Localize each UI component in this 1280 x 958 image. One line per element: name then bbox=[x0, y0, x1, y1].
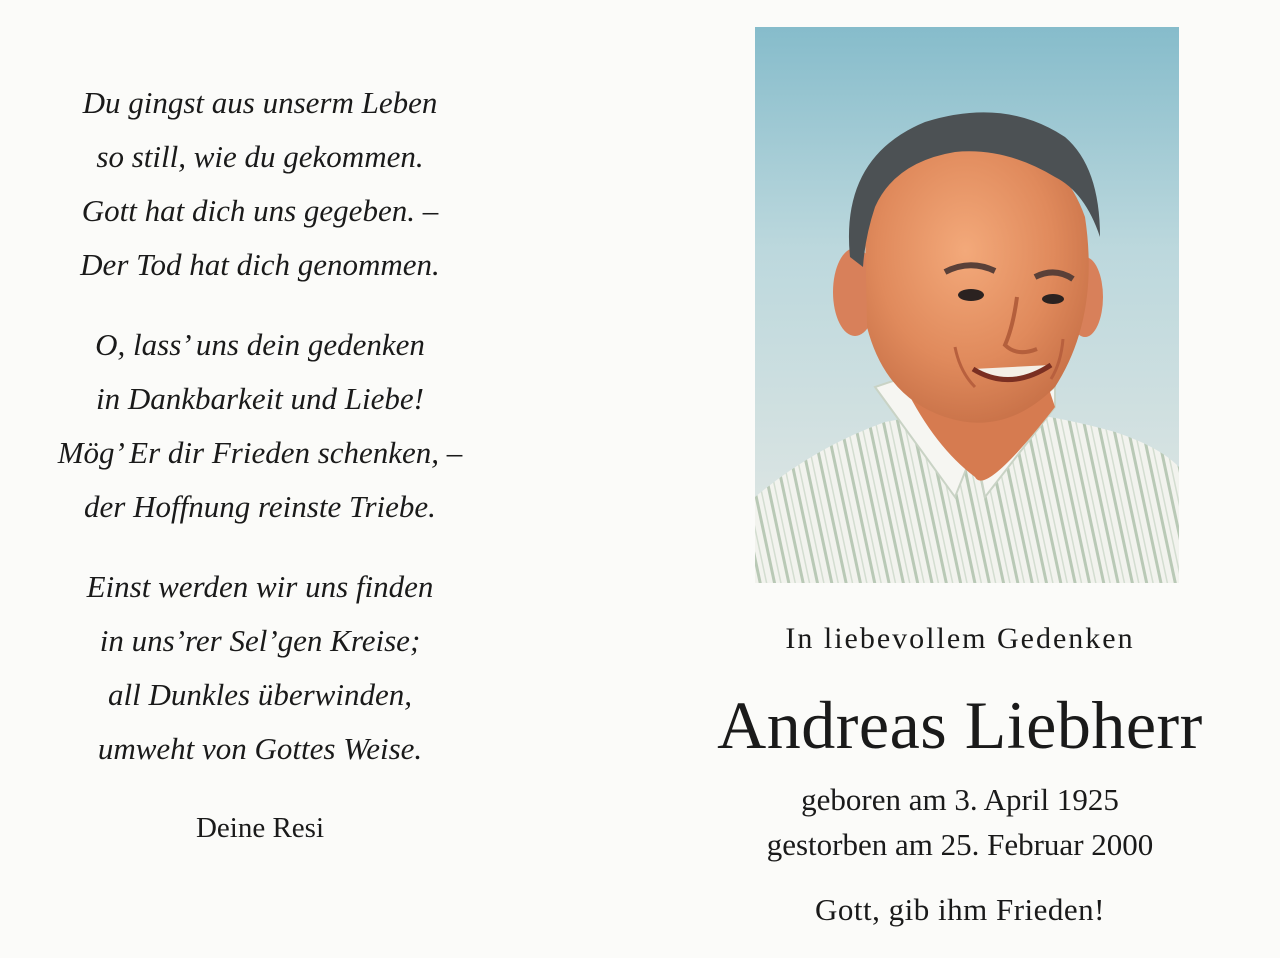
poem-line: Gott hat dich uns gegeben. – bbox=[81, 193, 439, 228]
death-date: gestorben am 25. Februar 2000 bbox=[766, 827, 1154, 862]
poem-stanza-2 bbox=[0, 318, 520, 534]
deceased-name: Andreas Liebherr bbox=[717, 687, 1203, 763]
birth-date: geboren am 3. April 1925 bbox=[801, 782, 1119, 817]
poem-line: der Hoffnung reinste Triebe. bbox=[84, 489, 436, 524]
poem-line: umweht von Gottes Weise. bbox=[97, 731, 423, 766]
poem-stanza-1 bbox=[0, 76, 520, 292]
poem-line: Der Tod hat dich genommen. bbox=[80, 247, 440, 282]
poem bbox=[0, 76, 520, 802]
portrait-illustration bbox=[755, 27, 1179, 583]
blessing: Gott, gib ihm Frieden! bbox=[815, 892, 1105, 927]
poem-line: in uns’rer Sel’gen Kreise; bbox=[99, 623, 421, 658]
portrait-photo bbox=[755, 27, 1179, 583]
poem-stanza-3 bbox=[0, 560, 520, 776]
poem-line: Mög’ Er dir Frieden schenken, – bbox=[57, 435, 463, 470]
poem-line: Einst werden wir uns finden bbox=[86, 569, 434, 604]
poem-line: all Dunkles überwinden, bbox=[108, 677, 412, 712]
poem-line: in Dankbarkeit und Liebe! bbox=[95, 381, 424, 416]
signature: Deine Resi bbox=[195, 812, 325, 844]
poem-line: Du gingst aus unserm Leben bbox=[82, 85, 438, 120]
memorial-heading: In liebevollem Gedenken bbox=[785, 622, 1135, 655]
poem-line: O, lass’ uns dein gedenken bbox=[95, 327, 425, 362]
poem-line: so still, wie du gekommen. bbox=[96, 139, 424, 174]
